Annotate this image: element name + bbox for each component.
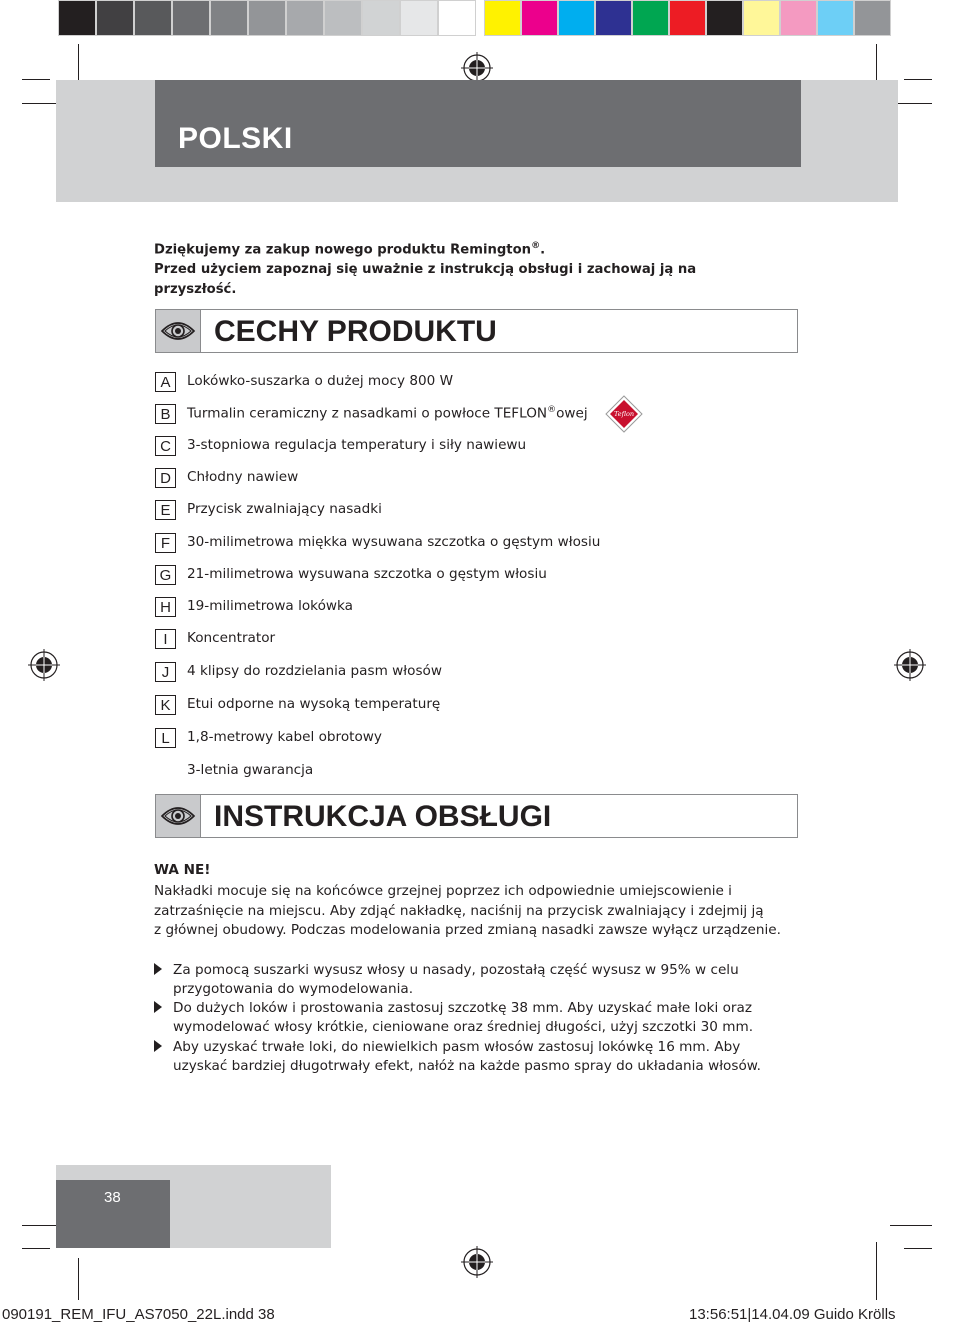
feature-letter: K xyxy=(155,695,176,715)
feature-text-main: Lokówko-suszarka o dużej mocy 800 W xyxy=(187,373,454,389)
intro-line-2: Przed użyciem zapoznaj się uważnie z instrukcją obsługi i zachowaj ją na przyszłość. xyxy=(154,262,697,298)
feature-text-main: Koncentrator xyxy=(187,630,276,646)
crop-mark xyxy=(22,1248,50,1249)
file-slug: 090191_REM_IFU_AS7050_22L.indd 38 xyxy=(2,1306,275,1323)
feature-letter: I xyxy=(155,629,176,649)
feature-text-main: 3-stopniowa regulacja temperatury i siły nawiewu xyxy=(187,437,527,453)
calibration-swatch xyxy=(96,0,134,36)
feature-text-tail: owej xyxy=(556,405,588,422)
registered-mark: ® xyxy=(531,241,541,251)
eye-icon xyxy=(156,310,200,352)
feature-letter: G xyxy=(155,565,176,585)
crop-mark xyxy=(876,1242,877,1300)
registration-mark-icon xyxy=(28,649,60,681)
calibration-swatch xyxy=(595,0,632,36)
bullet-arrow-icon xyxy=(154,963,162,975)
calibration-swatch xyxy=(134,0,172,36)
timestamp-slug: 13:56:51|14.04.09 Guido Krölls xyxy=(689,1306,896,1323)
calibration-swatch xyxy=(669,0,706,36)
bullet-line: Do dużych loków i prostowania zastosuj szczotkę 38 mm. Aby uzyskać małe loki oraz xyxy=(173,1000,752,1016)
crop-mark xyxy=(904,1248,932,1249)
crop-mark xyxy=(78,1258,79,1300)
feature-text-main: Turmalin ceramiczny z nasadkami o powłoce TEFLON xyxy=(187,405,548,422)
feature-letter: F xyxy=(155,533,176,553)
feature-text-main: Chłodny nawiew xyxy=(187,469,299,485)
calibration-swatch xyxy=(780,0,817,36)
calibration-swatch xyxy=(172,0,210,36)
bullet-arrow-icon xyxy=(154,1001,162,1013)
feature-text xyxy=(187,598,353,614)
feature-text xyxy=(187,729,382,745)
registration-mark-icon xyxy=(461,1246,493,1278)
features-heading xyxy=(155,309,798,353)
feature-text xyxy=(187,630,275,646)
feature-letter: L xyxy=(155,728,176,748)
language-title: POLSKI xyxy=(178,122,293,155)
feature-letter: E xyxy=(155,500,176,520)
intro-text xyxy=(154,236,774,300)
calibration-swatch xyxy=(817,0,854,36)
bullet-item xyxy=(173,961,793,999)
registration-mark-icon xyxy=(894,649,926,681)
feature-text xyxy=(187,501,382,517)
feature-text xyxy=(187,373,453,389)
calibration-swatch xyxy=(324,0,362,36)
feature-text-main: Przycisk zwalniający nasadki xyxy=(187,501,382,517)
color-calibration-bar xyxy=(484,0,891,38)
feature-text xyxy=(187,696,440,712)
bullet-line: uzyskać bardziej długotrwały efekt, nałóż na każde pasmo spray do układania włosów. xyxy=(173,1058,761,1074)
calibration-swatch xyxy=(210,0,248,36)
paragraph-line: zatrzaśnięcie na miejscu. Aby zdjąć nakładkę, naciśnij na przycisk zwalniający i zdejmij ją xyxy=(154,902,764,919)
feature-text xyxy=(187,566,547,582)
bullet-line: przygotowania do wymodelowania. xyxy=(173,981,414,997)
feature-letter: B xyxy=(155,404,176,424)
calibration-swatch xyxy=(58,0,96,36)
instructions-heading-text: INSTRUKCJA OBSŁUGI xyxy=(214,800,552,833)
calibration-swatch xyxy=(400,0,438,36)
feature-text xyxy=(187,534,600,550)
calibration-swatch xyxy=(248,0,286,36)
bullet-line: Za pomocą suszarki wysusz włosy u nasady, pozostałą część wysusz w 95% w celu xyxy=(173,962,739,978)
bullet-item xyxy=(173,1038,793,1076)
bullet-line: Aby uzyskać trwałe loki, do niewielkich pasm włosów zastosuj lokówkę 16 mm. Aby xyxy=(173,1039,741,1055)
paragraph-line: Nakładki mocuje się na końcówce grzejnej poprzez ich odpowiednie umiejscowienie i xyxy=(154,883,732,899)
calibration-swatch xyxy=(558,0,595,36)
intro-line-1-end: . xyxy=(540,242,546,258)
feature-letter: J xyxy=(155,662,176,682)
instructions-heading xyxy=(155,794,798,838)
calibration-swatch xyxy=(854,0,891,36)
calibration-swatch xyxy=(706,0,743,36)
grayscale-calibration-bar xyxy=(58,0,476,38)
calibration-swatch xyxy=(743,0,780,36)
feature-letter: A xyxy=(155,372,176,392)
calibration-swatch xyxy=(484,0,521,36)
heading-icon-cell xyxy=(156,795,201,837)
calibration-swatch xyxy=(286,0,324,36)
crop-mark xyxy=(890,1225,932,1226)
feature-letter: D xyxy=(155,468,176,488)
bullet-arrow-icon xyxy=(154,1040,162,1052)
features-heading-text: CECHY PRODUKTU xyxy=(214,315,497,348)
teflon-badge-label: Teflon xyxy=(613,410,635,418)
warning-label: WA NE! xyxy=(154,862,211,878)
feature-text xyxy=(187,437,526,453)
calibration-swatch xyxy=(362,0,400,36)
heading-icon-cell xyxy=(156,310,201,352)
feature-text-main: 1,8-metrowy kabel obrotowy xyxy=(187,729,382,745)
registered-mark: ® xyxy=(547,405,557,415)
crop-mark xyxy=(904,79,932,80)
calibration-swatch xyxy=(521,0,558,36)
feature-text xyxy=(187,469,298,485)
intro-line-1: Dziękujemy za zakup nowego produktu Remington xyxy=(154,242,532,258)
calibration-swatch xyxy=(438,0,476,36)
calibration-swatch xyxy=(632,0,669,36)
feature-text-main: 30-milimetrowa miękka wysuwana szczotka o gęstym włosiu xyxy=(187,534,601,550)
crop-mark xyxy=(22,79,50,80)
page-number: 38 xyxy=(104,1189,121,1206)
feature-letter: H xyxy=(155,597,176,617)
eye-icon xyxy=(156,795,200,837)
feature-letter: C xyxy=(155,436,176,456)
feature-text-main: 21-milimetrowa wysuwana szczotka o gęstym włosiu xyxy=(187,566,547,582)
bullet-line: wymodelować włosy krótkie, cieniowane oraz średniej długości, użyj szczotki 30 mm. xyxy=(173,1019,754,1035)
paragraph-line: z głównej obudowy. Podczas modelowania przed zmianą nasadki zawsze wyłącz urządzenie. xyxy=(154,922,781,938)
teflon-badge-icon xyxy=(604,394,644,434)
feature-text xyxy=(187,663,442,679)
feature-text-main: Etui odporne na wysoką temperaturę xyxy=(187,696,441,712)
bullet-item xyxy=(173,999,793,1037)
instructions-paragraph xyxy=(154,882,794,941)
feature-text xyxy=(187,405,588,422)
feature-text-main: 19-milimetrowa lokówka xyxy=(187,598,353,614)
feature-text-main: 4 klipsy do rozdzielania pasm włosów xyxy=(187,663,442,679)
warranty-text: 3-letnia gwarancja xyxy=(187,762,314,778)
